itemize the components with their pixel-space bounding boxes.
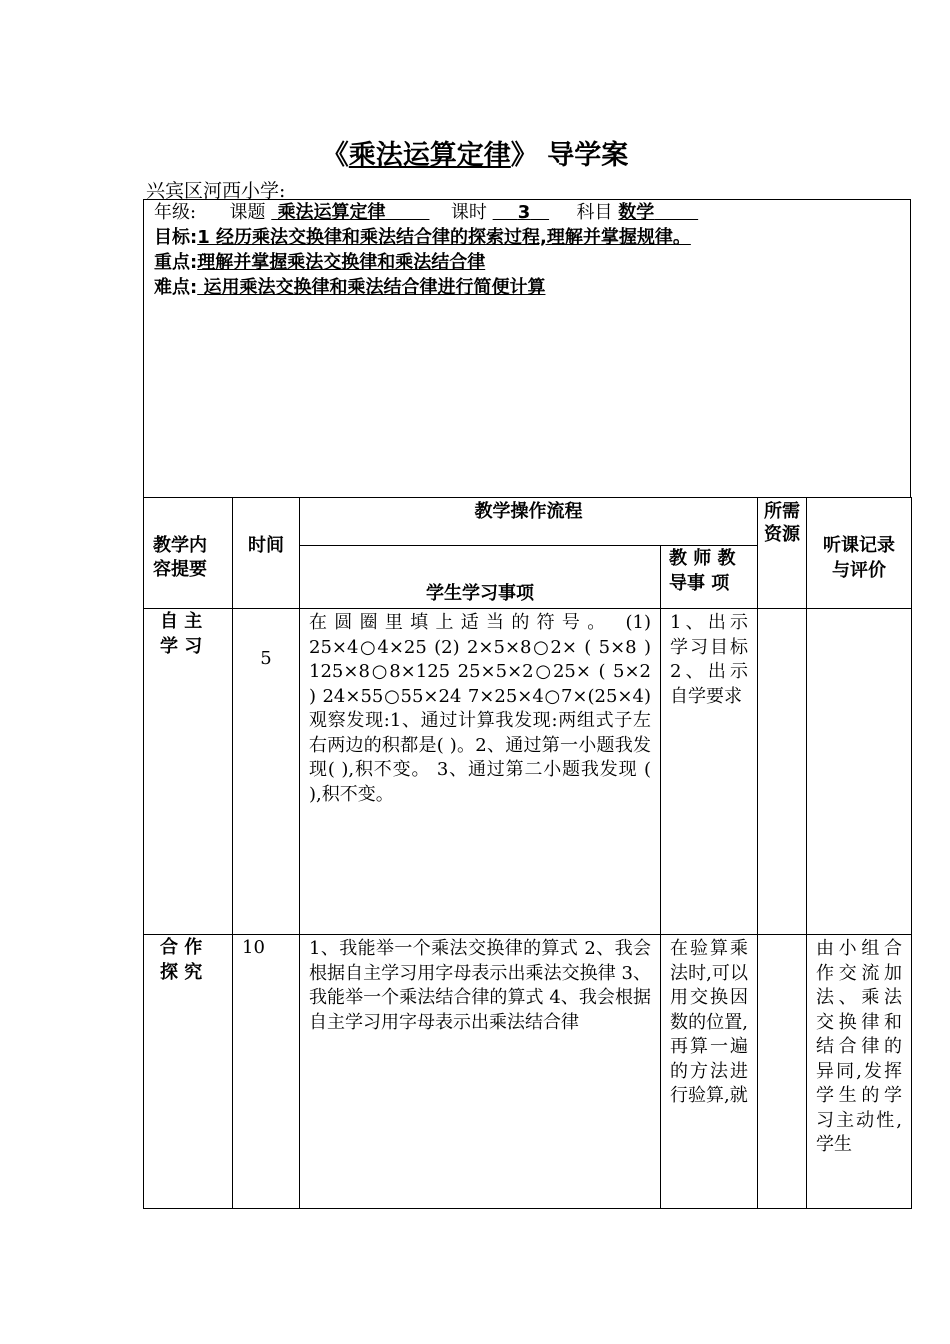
lesson-header-box <box>143 199 911 498</box>
topic-value: 乘法运算定律 <box>277 202 386 223</box>
subject-label: 科目 <box>576 202 613 223</box>
row-time: 10 <box>233 935 300 1209</box>
goal-line <box>154 226 691 250</box>
key-point-label: 重点: <box>154 252 198 273</box>
row-teacher-items: 1、出示学习目标 2、出示自学要求 <box>661 609 758 935</box>
header-student-items: 学生学习事项 <box>300 546 661 609</box>
row-notes <box>807 609 912 935</box>
row-content-summary: 合 作 探 究 <box>144 935 233 1209</box>
goal-value: 1 经历乘法交换律和乘法结合律的探索过程,理解并掌握规律。 <box>197 227 691 248</box>
grade-label: 年级: <box>154 202 197 223</box>
goal-label: 目标: <box>154 227 198 248</box>
period-value: 3 <box>517 202 531 223</box>
row-student-items: 在圆圈里填上适当的符号。 (1) 25×4○4×25 (2) 2×5×8○2× ( 5×8 ) 125×8○8×125 25×5×2○25× ( 5×2 ) 24×55○55×24 7×25×4○7×(25×4) 观察发现:1、通过计算我发现:两组式子左右两边的积都是( )。2、通过第一小题我发现( ),积不变。 3、通过第二小题我发现 ( ),积不变。 <box>300 609 661 935</box>
table-row <box>144 609 912 935</box>
header-teacher-items: 教 师 教 导事 项 <box>661 546 758 609</box>
row-resources <box>758 935 807 1209</box>
row-content-summary: 自 主 学 习 <box>144 609 233 935</box>
key-point-value: 理解并掌握乘法交换律和乘法结合律 <box>197 252 486 273</box>
header-time: 时间 <box>233 498 300 609</box>
row-resources <box>758 609 807 935</box>
document-title: 《乘法运算定律》 导学案 <box>321 140 629 171</box>
lesson-flow-table <box>143 497 912 1209</box>
difficulty-value: 运用乘法交换律和乘法结合律进行简便计算 <box>197 277 546 298</box>
key-point-line <box>154 251 485 275</box>
table-header-row <box>144 498 912 546</box>
school-name: 兴宾区河西小学: <box>146 180 286 202</box>
topic-label: 课题 <box>229 202 266 223</box>
difficulty-line <box>154 276 545 300</box>
header-meta-line <box>154 201 698 225</box>
title-topic: 乘法运算定律 <box>348 140 511 171</box>
period-label: 课时 <box>450 202 487 223</box>
row-notes: 由小组合作交流加法、乘法交换律和结合律的异同,发挥学生的学习主动性,学生 <box>807 935 912 1209</box>
row-student-items: 1、我能举一个乘法交换律的算式 2、我会根据自主学习用字母表示出乘法交换律 3、我能举一个乘法结合律的算式 4、我会根据自主学习用字母表示出乘法结合律 <box>300 935 661 1209</box>
difficulty-label: 难点: <box>154 277 198 298</box>
header-content-summary: 教学内容提要 <box>144 498 233 609</box>
header-teaching-flow: 教学操作流程 <box>300 498 758 546</box>
row-teacher-items: 在验算乘法时,可以用交换因数的位置,再算一遍的方法进行验算,就 <box>661 935 758 1209</box>
table-row <box>144 935 912 1209</box>
subject-value: 数学 <box>618 202 655 223</box>
header-resources: 所需资源 <box>758 498 807 609</box>
row-time: 5 <box>233 609 300 935</box>
header-observation-notes: 听课记录与评价 <box>807 498 912 609</box>
